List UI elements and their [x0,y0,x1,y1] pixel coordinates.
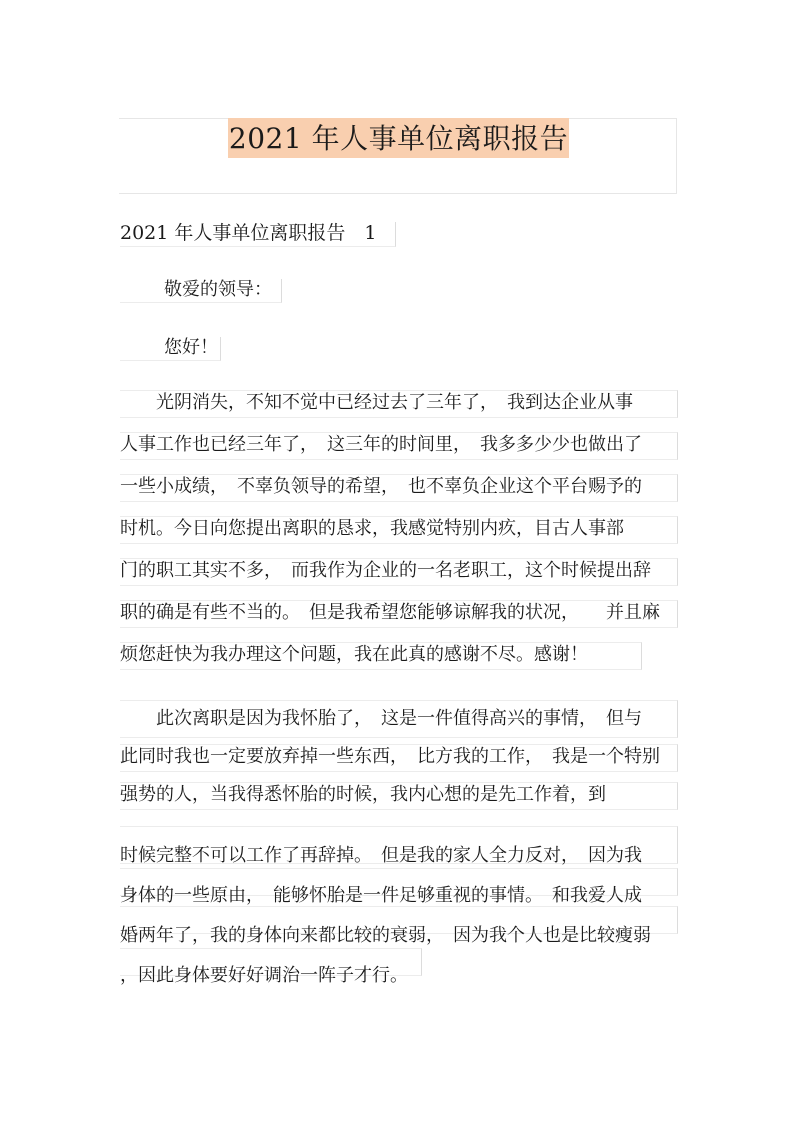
paragraph-line: ，因此身体要好好调治一阵子才行。 [120,965,408,986]
paragraph-line: 时机。今日向您提出离职的恳求，我感觉特别内疚，目古人事部 [120,518,624,539]
paragraph-line: 强势的人，当我得悉怀胎的时候，我内心想的是先工作着，到 [120,784,606,805]
paragraph-2 [120,700,680,814]
paragraph-line: 人事工作也已经三年了， 这三年的时间里， 我多多少少也做出了 [120,434,642,455]
salutation: 敬爱的领导： [120,279,282,303]
paragraph-3 [120,836,680,996]
paragraph-line: 身体的一些原由， 能够怀胎是一件足够重视的事情。 和我爱人成 [120,885,642,906]
paragraph-line: 此次离职是因为我怀胎了， 这是一件值得高兴的事情， 但与 [120,708,642,729]
paragraph-line: 此同时我也一定要放弃掉一些东西， 比方我的工作， 我是一个特别 [120,746,660,767]
section-heading: 2021 年人事单位离职报告 1 [120,222,396,247]
paragraph-line: 职的确是有些不当的。 但是我希望您能够谅解我的状况， 并且麻 [120,602,660,623]
paragraph-line: 时候完整不可以工作了再辞掉。 但是我的家人全力反对， 因为我 [120,845,642,866]
paragraph-line: 门的职工其实不多， 而我作为企业的一名老职工，这个时候提出辞 [120,560,651,581]
paragraph-line: 烦您赶快为我办理这个问题，我在此真的感谢不尽。感谢！ [120,644,588,665]
paragraph-line: 光阴消失，不知不觉中已经过去了三年了， 我到达企业从事 [120,392,633,413]
document-title: 2021 年人事单位离职报告 [228,118,569,158]
paragraph-1 [120,382,680,676]
paragraph-line: 婚两年了，我的身体向来都比较的衰弱， 因为我个人也是比较瘦弱 [120,925,651,946]
greeting: 您好！ [120,337,221,361]
paragraph-line: 一些小成绩， 不辜负领导的希望， 也不辜负企业这个平台赐予的 [120,476,642,497]
